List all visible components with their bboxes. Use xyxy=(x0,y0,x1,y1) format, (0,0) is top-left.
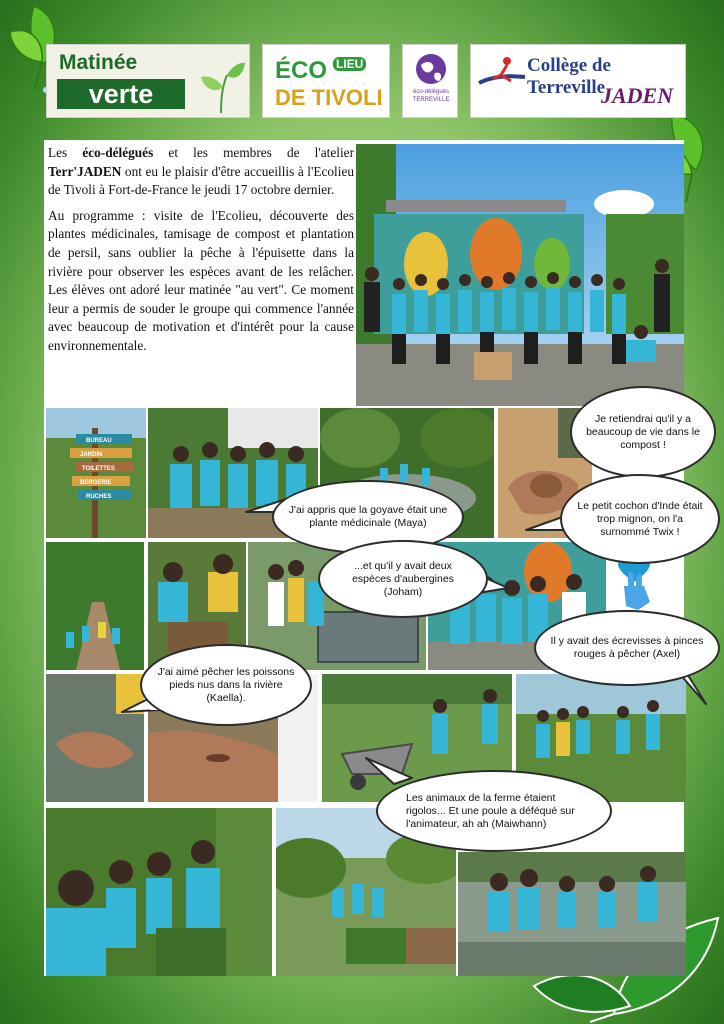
globe-icon xyxy=(413,51,449,87)
quote-cochon-text: Le petit cochon d'Inde était trop mignon, on l'a surnommé Twix ! xyxy=(577,499,703,538)
quote-animaux-text: Les animaux de la ferme étaient rigolos... Et une poule a déféqué sur l'animateur, ah ah (Maiwhann) xyxy=(406,791,575,830)
quote-bubble-animaux xyxy=(376,770,612,852)
intro-bold-terrjaden: Terr'JADEN xyxy=(48,163,122,179)
quote-animaux-tail xyxy=(364,756,414,786)
quote-compost-text: Je retiendrai qu'il y a beaucoup de vie dans le compost ! xyxy=(586,412,700,451)
intro-p1-mid: et les membres de l'atelier xyxy=(153,145,354,160)
logo-eco-delegues-text: éco-délégués xyxy=(412,89,450,95)
quote-goyave-text: J'ai appris que la goyave était une plante médicinale (Maya) xyxy=(288,504,448,529)
quote-bubble-aubergines xyxy=(318,540,488,618)
sign-jardin: JARDIN xyxy=(80,452,103,458)
matinee-verte-logo xyxy=(46,44,250,118)
logo-tivoli-text: DE TIVOLI xyxy=(275,85,383,110)
logo-college-text: Collège de Terreville xyxy=(527,55,611,98)
intro-p1-post: ont eu le plaisir d'être accueillis à l'Ecolieu de Tivoli à Fort-de-France le jeudi 17 octobre dernier. xyxy=(48,163,354,198)
eco-delegues-logo xyxy=(402,44,458,118)
logo-eco-text: ÉCO xyxy=(275,57,328,84)
sign-bergerie: BERGERIE xyxy=(80,480,112,486)
sign-ruches: RUCHES xyxy=(86,494,112,500)
college-terreville-logo xyxy=(470,44,686,118)
intro-paragraph-2: Au programme : visite de l'Ecolieu, découverte des plantes médicinales, tamisage de compost et plantation de persil, sans oublier la pêche à l'épuisette dans la rivière pour observer les espèces avant de les relâcher. Les élèves ont adoré leur matinée "au vert". Ce moment leur a permis de souder le groupe qui commence l'année avec beaucoup de motivation et d'intérêt pour la cause environnementale. xyxy=(48,207,354,353)
logo-verte-text: verte xyxy=(57,79,185,109)
logo-lieu-text: LIEU xyxy=(333,57,366,71)
intro-p1-pre: Les xyxy=(48,145,83,160)
logo-matinee-text: Matinée xyxy=(59,51,138,74)
photo-garden-talk xyxy=(46,808,272,976)
sprout-icon xyxy=(197,55,247,115)
quote-bubble-compost xyxy=(570,386,716,478)
quote-bubble-ecrevisses xyxy=(534,610,720,686)
photo-river-fishing xyxy=(458,852,686,976)
sign-toilettes: TOILETTES xyxy=(82,466,115,472)
photo-signpost xyxy=(46,408,146,538)
quote-ecrevisses-text: Il y avait des écrevisses à pinces rouges à pêcher (Axel) xyxy=(550,635,704,660)
intro-bold-eco-delegues: éco-délégués xyxy=(82,145,154,160)
intro-text xyxy=(48,144,354,363)
quote-bubble-cochon xyxy=(560,474,720,564)
logo-jaden-text: JADEN xyxy=(601,83,674,108)
logo-eco-terreville-text: TERREVILLE xyxy=(412,97,450,103)
photo-path-walk xyxy=(46,542,144,670)
photo-group-mural xyxy=(356,144,684,406)
runner-icon xyxy=(477,53,527,93)
quote-poissons-text: J'ai aimé pêcher les poissons pieds nus dans la rivière (Kaella). xyxy=(157,665,295,704)
ecolieu-tivoli-logo xyxy=(262,44,390,118)
quote-aubergines-text: ...et qu'il y avait deux espèces d'aubergines (Joham) xyxy=(352,559,454,598)
intro-paragraph-1 xyxy=(48,144,354,200)
sign-bureau: BUREAU xyxy=(86,438,112,444)
quote-bubble-poissons xyxy=(140,644,312,726)
